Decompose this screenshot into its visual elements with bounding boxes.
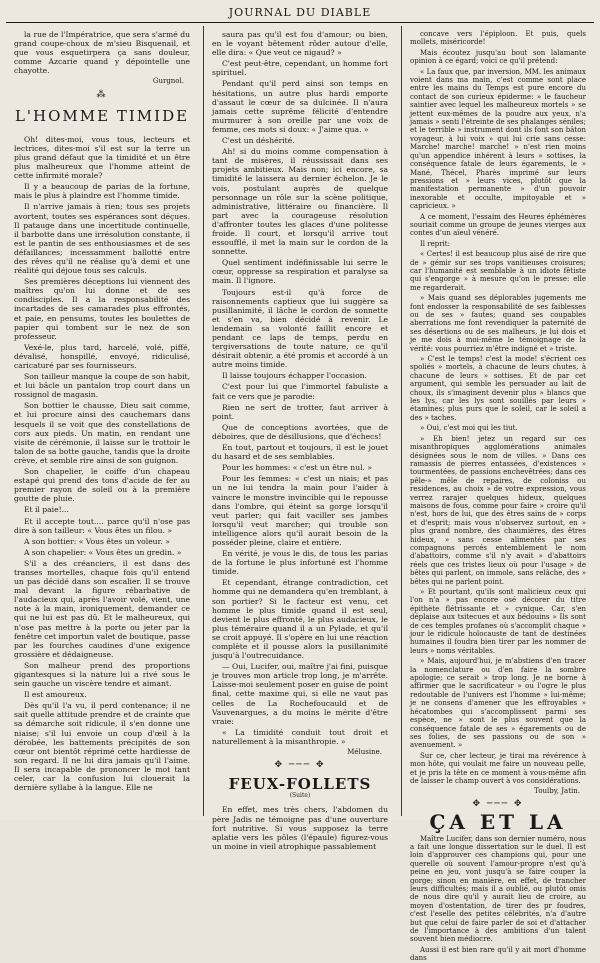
paragraph: » Mais, aujourd'hui, je m'abstiens d'en tracer la nomenclature ou d'en faire la sombre apologie; ce serait » trop long. Je ne borne à affirmer que le sacrificateur » ou l'ogre le plus redoutable de l'univers est l'homme » lui-même; je ne consens d'amener que les effroyables » hécatombes qui s'accomplissent parmi ses espèce, ne » sont le plus souvent que la conséquence fatale de ses » égarements ou de ses folies, de ses passions ou de son » avenuement. » xyxy=(410,657,586,750)
paragraph: » Oui, c'est moi qui les tiut. xyxy=(420,424,518,433)
intro-paragraph: la rue de l'Impératrice, que sera s'armé du grand coupe-choux de m'sieu Bisquenail, et que vous esquetirpera ça sans douleur, comme Azcarie quand y dépointelle une chayotte. xyxy=(14,30,190,76)
paragraph: Dès qu'il l'a vu, il perd contenance; il ne sait quelle attitude prendre et de crainte que sa démarche soit ridicule, il s'en donne une niaise; s'il lui envoie un coup d'œil à la dérobée, les battements précipités de son cœur ont bientôt réprimé cette hardiesse de son regard. Il ne lui dira jamais qu'il l'aime. Il sera incapable de prononcer le mot tant celer, car la confusion lui clouerait la dernière syllabe à la langue. Elle ne xyxy=(14,701,190,793)
paragraph: Pour les femmes: « c'est un niais; et pas un ne lui tendra la main pour l'aider à vaincre le monstre invincible qui le repousse dans l'ombre, qui éteint sa gorge lorsqu'il veut parler; qui fait vaciller ses jambes lorsqu'il veut marcher; qui trouble son intelligence alors qu'il aurait besoin de la posséder pleine, claire et entière. xyxy=(212,474,388,547)
paragraph: Pendant qu'il perd ainsi son temps en hésitations, un autre plus hardi emporte d'assaut le cœur de sa dulcinée. Il n'aura jamais cette suprême félicité d'entendre murmurer à son oreille par une voix de femme, ces mots si doux: « J'aime qua. » xyxy=(212,79,388,134)
signature: Toulby, Jatin. xyxy=(534,787,580,796)
paragraph: Que de conceptions avortées, que de déboires, que de désillusions, que d'échecs! xyxy=(212,422,388,441)
paragraph: « Certes! il est beaucoup plus aisé de rire que de » gémir sur ses trops vanitieuses croisures; car l'humanité est semblable à un idiote fêtiste qui s'engorge » à mesure qu'on le presse: elle me regarderait. xyxy=(410,250,586,292)
column-divider xyxy=(401,26,402,816)
paragraph: En vérité, je vous le dis, de tous les parias de la fortune le plus infortuné est l'homme timide. xyxy=(212,549,388,577)
paragraph: Et il paie!... xyxy=(24,505,69,515)
paragraph: A son chapelier: « Vous êtes un gredin. » xyxy=(24,547,182,557)
section-title: FEUX-FOLLETS xyxy=(228,775,372,794)
article-body xyxy=(14,135,190,792)
paragraph: saura pas qu'il est fou d'amour; ou bien, en le voyant bêtement rôder autour d'elle, elle dira: « Que veut ce nigaud? » xyxy=(212,30,388,58)
paragraph: concave vers l'épiploon. Et puis, quels mollets, miséricorde! xyxy=(410,30,586,47)
article-body xyxy=(212,30,388,746)
paragraph: Il reprit: xyxy=(420,239,450,248)
paragraph: Il n'arrive jamais à rien; tous ses projets avortent, toutes ses espérances sont déçues. Il patauge dans une incertitude continuelle, il barbotte dans une irrésolution constante, il est le pantin de ses enthousiasmes et de ses défaillances; incessamment ballotté entre des rêves qu'il ne réalise qu'à demi et une réalité qui déjoue tous ses calculs. xyxy=(14,202,190,276)
section-subtitle: (Suite) xyxy=(289,792,311,800)
paragraph: Sur ce, cher lecteur, je tirai ma révérence à mon hôte, qui voulait me faire un nouveau pelle, et je pris la tête en ce moment à vous-même afin de laisser le champ ouvert à vos considérations. xyxy=(410,751,586,785)
journal-header: JOURNAL DU DIABLE xyxy=(228,6,372,19)
paragraph: Il est amoureux. xyxy=(24,690,87,700)
paragraph: « La timidité conduit tout droit et naturellement à la misanthropie. » xyxy=(212,727,388,746)
paragraph: A ce moment, l'essaim des Heures éphémères souriait comme un groupe de jeunes vierges aux contes d'un aïeul vénéré. xyxy=(410,212,586,238)
paragraph: » C'est le temps! c'est la mode! s'écrient ces spoliés » mortels, à chacune de leurs chutes, à chacune de leurs » sottises. Et de par cet argument, qui semble les persuader au lait de choux, ils s'imaginent devenir plus » blancs que les lys, car les lys sont souillés par leurs » étamines; plus purs que le soleil, car le soleil a des » taches. xyxy=(410,355,586,422)
paragraph: C'est peut-être, cependant, un homme fort spirituel. xyxy=(212,59,388,78)
paragraph: Il y a beaucoup de parias de la fortune, mais le plus à plaindre est l'homme timide. xyxy=(14,182,190,201)
paragraph: En effet, mes très chers, l'abdomen du père Jadis ne témoigne pas d'une ouverture fort nutritive. Si vous supposez la terre aplatie vers les pôles (l'épaule) figurez-vous un moine in vieil atrophique passablement xyxy=(212,805,388,851)
article-body xyxy=(212,805,388,850)
paragraph: « La faux que, par inversion, MM. les animaux voient dans ma main, c'est comme sont place entre les mains du Temps est pure encore du contact de son curieux épiderme: » le faucheur saintier avec lequel les malheureux mortels » se jettent eux-mêmes de la poudre aux yeux, n'a jamais » senti l'étreinte de ses phalanges séniles; et le terrible » instrument dont ils font son bâton voyageur, à lui voix » qui lui crie sans cesse: Marche! marche! marche! » n'est rien moins qu'un appendice inhérent à leurs » sottises, la conséquence fatale de leurs égarements, le » Mané, Thécel, Pharès imprimé sur leurs pressions et » leurs vices, plutôt que la manifestation permanente » d'un pouvoir inexorable et occulte, impitoyable et » capricieux. » xyxy=(410,67,586,211)
paragraph: Son malheur prend des proportions gigantesques si la nature lui a rivé sous le sein gauche un viscère tendre et aimant. xyxy=(14,660,190,689)
paragraph: C'est pour lui que l'immortel fabuliste a fait ce vers que je parodie: xyxy=(212,382,388,401)
paragraph: Toujours est-il qu'à force de raisonnements captieux que lui suggère sa pusillanimité, il lâche le cordon de sonnette et s'en va, bien décidé à revenir. Le lendemain sa volonté faillit encore et pendant ce laps de temps, perdu en tergiversations de toute nature, ce qu'il désirait obtenir, a été promis et accordé à un autre moins timide. xyxy=(212,287,388,370)
paragraph: Son bottier le chausse, Dieu sait comme, et lui procure ainsi des cauchemars dans lesquels il se voit que des constellations de cors aux pieds. Un matin, en rendant une visite de cérémonie, il laisse sur le trottoir le talon de sa botte gauche, tandis que la droite crève, et semble rire ainsi de son guignon. xyxy=(14,401,190,465)
article-title: L'HOMME TIMIDE xyxy=(14,106,190,125)
paragraph: Ah! si du moins comme compensation à tant de misères, il réussissait dans ses projets ambitieux. Mais non; ici encore, sa timidité le laissera au dernier échelon. Je le vois, postulant auprès de quelque personnage un rôle sur la scène politique, administrative, littéraire ou financière. Il part avec la courageuse résolution d'affronter toutes les glaces d'une politesse froide. Il court, et lorsqu'il arrive tout essoufflé, il met la main sur le cordon de la sonnette. xyxy=(212,147,388,257)
paragraph: » Eh bien! jetez un regard sur ces misanthropiques agglomérations animales désignées sous le nom de villes. » Dans ces ramassis de pierres entassées, d'existences » tourmentées, de passions enchevêtrées; dans ces pêle-» mêle de repaires, de coloniss ou residences, au choix » de votre expression, vous verrez rarajer quelques hideux, quelques maisons de fous, comme pour faire » croire qu'il n'est, hors de lui, que des êtres sains de » corps et d'esprit; mais vous n'observez surtout, en » plus grand nombre, des chaumières, des êtres hideux, » sans cesse alimentés par ses compagnons percés entemblement le nom d'abattoirs, comme s'il n'y avait » d'abattoirs réels que ces tristes lieux où pour l'usage » de bêtes qui parlent, on immole, sans relâche, des » bêtes qui ne parlent point. xyxy=(410,434,586,586)
ornament: ✥ ─── ✥ xyxy=(274,760,326,771)
column-1 xyxy=(14,30,190,814)
column-2 xyxy=(212,30,388,851)
section-title: ÇA ET LA xyxy=(429,810,567,835)
paragraph: Et cependant, étrange contradiction, cet homme qui ne demandera qu'en tremblant, à son portier? Si le facteur est venu, cet homme le plus timide quand il est seul, devient le plus effronté, le plus audacieux, le plus téméraire quand il a un Pylade, et qu'il se croit appuyé. Il s'opère en lui une réaction complète et il pousse alors la pusillanimité jusqu'à l'outrecuidance. xyxy=(212,578,388,661)
paragraph: Rien ne sert de trotter, faut arriver à point. xyxy=(212,402,388,421)
paragraph: Vexé-le, plus tard, harcelé, volé, piffé, dévalisé, honspillé, envoyé, ridiculisé, caricaturé par ses fournisseurs. xyxy=(14,342,190,370)
paragraph: » Mais quand ses déplorables jugements me font endosser la responsabilité de ses faiblesses ou de ses » fautes; quand ses coupables aberrations me font revendiquer la paternité de ses désertions ou de ses malheurs, je lui dois et je me dois à moi-même le témoignage de la vérité: vous pourriez m'être indigné et » triste. xyxy=(410,294,586,353)
paragraph: Quel sentiment indéfinissable lui serre le cœur, oppresse sa respiration et paralyse sa main. Il l'ignore. xyxy=(212,258,388,286)
paragraph: S'il a des créanciers, il est dans des transes mortelles, chaque fois qu'il entend un pas décidé dans son escalier. Il se trouve mal devant la figure rébarbative de l'audacieux qui, après l'avoir volé, vient, une note à la main, ironiquement, demander ce qui ne lui est pas dû. Et le malheureux, qui n'ose pas mettre à la porte ou jeter par la fenêtre cet importun valet de boutique, passe par les fourches caudines d'une exigence grossière et dédaigneuse. xyxy=(14,558,190,659)
paragraph: Aussi il est bien rare qu'il y ait mort d'homme dans xyxy=(410,945,586,963)
paragraph: En tout, partout et toujours, il est le jouet du hasard et de ses semblables. xyxy=(212,443,388,462)
column-3 xyxy=(410,30,586,963)
article-body xyxy=(410,30,586,785)
paragraph: Son chapelier, le coiffe d'un chapeau estapé qui prend des tons d'acide de fer au premier rayon de soleil ou à la première goutte de pluie. xyxy=(14,467,190,504)
ornament: ✥ ─── ✥ xyxy=(472,798,524,809)
signature: Gurgnol. xyxy=(152,77,184,86)
header-rule xyxy=(6,22,594,23)
paragraph: — Oui, Lucifer, oui, maître j'ai fini, puisque je trouves mon article trop long, je m'arrête. Laisse-moi seulement poser en guise de point final, cette maxime qui, si elle ne vaut pas celles de La Rochefoucauld et de Vauvenargues, a du moins le mérite d'être vraie: xyxy=(212,662,388,726)
signature: Mélusine. xyxy=(347,748,382,757)
ornament: ⁂ xyxy=(96,89,108,100)
column-divider xyxy=(203,26,204,816)
paragraph: A son bottier: « Vous êtes un voleur. » xyxy=(24,536,170,546)
paragraph: Il laisse toujours échapper l'occasion. xyxy=(222,371,367,381)
paragraph: Mais écoutez jusqu'au bout son lalamante opinion à ce égard; voici ce qu'il prétend: xyxy=(410,48,586,66)
paragraph: Pour les hommes: « c'est un être nul. » xyxy=(222,463,372,473)
paragraph: Et il accepte tout.... parce qu'il n'ose pas dire à son tailleur: « Vous êtes un filou. » xyxy=(14,516,190,535)
paragraph: Maître Lucifer, dans son dernier numéro, nous a fait une longue dissertation sur le duel. Il est loin d'approuver ces champions qui, pour une querelle où souvent l'amour-propre n'est qu'à peine en jeu, vont jusqu'à se faire couper la gorge; sinon en manière, en effet, de trancher leurs difficultés; mais il a oublié, ou plutôt omis de nous dire qu'il y aurait lieu de croire, au moyen d'ostentation, de tirer des pr foudres, c'est l'eselle des petites célébrités, n'a d'autre but que celui de faire parler de soi et d'attacher de l'importance à des ambitions d'un talent souvent bien médiocre. xyxy=(410,834,586,944)
paragraph: Son tailleur manque la coupe de son habit, et lui bâcle un pantalon trop court dans un rossignol de magasin. xyxy=(14,372,190,400)
article-body xyxy=(410,835,586,963)
paragraph: Oh! dites-moi, vous tous, lecteurs et lectrices, dites-moi s'il est sur la terre un plus grand défaut que la timidité et un être plus malheureux que l'homme atteint de cette infirmité morale? xyxy=(14,134,190,181)
paragraph: » Et pourtant, qu'ils sont malicieux ceux qui l'on n'a » pas encore osé décorer du titre épithète flétrissante et » cynique. Car, s'en déplaise aux tsitecues et aux bédouins » Ils sont de ces temples profanes où s'accomplit chaque » jour le ridicule holocauste de tant de destinées humaines il foudra bien tirer par les nommer de leurs » noms véritables. xyxy=(410,588,586,655)
paragraph: C'est un déshérité. xyxy=(222,136,295,146)
paragraph: Ses premières déceptions lui viennent des maîtres qu'on lui donne et de ses condisciples. Il a la responsabilité des incartades de ses camarades plus effrontés, et paie, en pensums, toutes les boulettes de papier qui tombent sur le nez de son professeur. xyxy=(14,277,190,341)
